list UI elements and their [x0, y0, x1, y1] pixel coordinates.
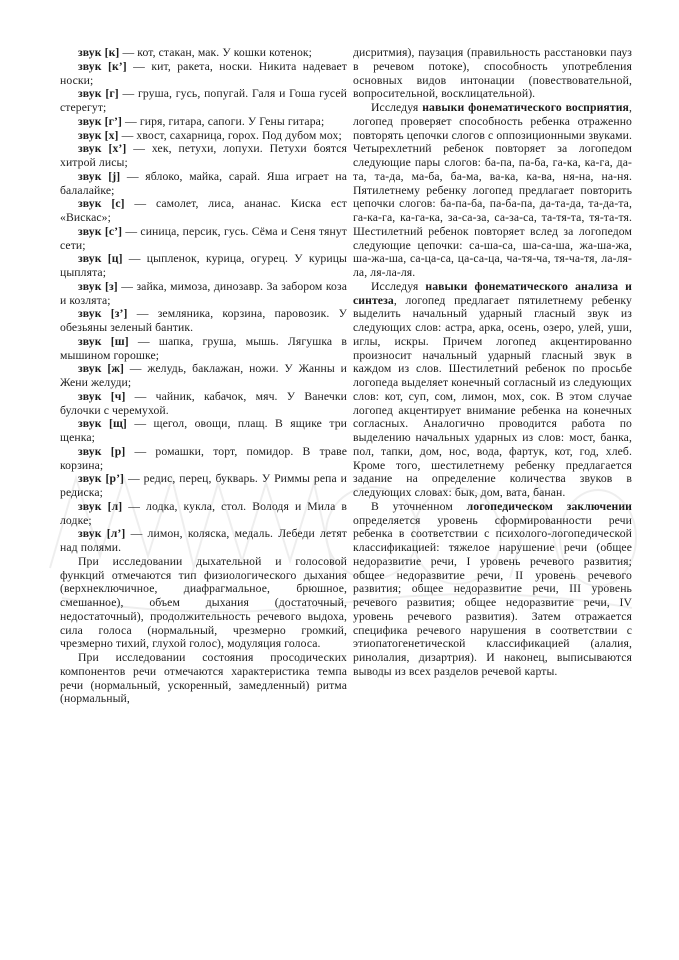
text-run: определяется уровень сформированности речи ребенка в соответствии с психолого-логопедической классификацией: тяжелое нарушение речи (общее недоразвитие речи, I уровень речевого развития; общее недоразвитие речи, II уровень речевого развития; общее недоразвитие речи, III уровень речевого развития; общее недоразвитие речи, IV уровень речевого развития). Затем отражается специфика речевого нарушения в соответствии с этиопатогенетической классификацией (алалия, ринолалия, дизартрия). И наконец, выписываются выводы из всех разделов речевой карты.: [353, 513, 632, 678]
text-run: — желудь, баклажан, ножи. У Жанны и Жени желуди;: [60, 362, 347, 389]
paragraph: [60, 225, 347, 253]
paragraph: [60, 280, 347, 308]
paragraph: [60, 307, 347, 335]
paragraph: [60, 129, 347, 143]
bold-text-run: логопедическом заключении: [466, 499, 632, 513]
paragraph: [60, 335, 347, 363]
bold-text-run: навыки фонематического восприятия: [422, 101, 629, 114]
text-run: — щегол, овощи, плащ. В ящике три щенка;: [60, 417, 348, 444]
bold-text-run: звук [с’]: [78, 224, 123, 238]
text-run: — хек, петухи, лопухи. Петухи боятся хитрой лисы;: [60, 142, 348, 169]
bold-text-run: звук [г’]: [78, 114, 122, 128]
bold-text-run: звук [р]: [78, 444, 126, 458]
text-run: — шапка, груша, мышь. Лягушка в мышином горошке;: [60, 334, 348, 362]
text-run: — лимон, коляска, медаль. Лебеди летят над полями.: [60, 527, 347, 554]
bold-text-run: звук [ц]: [78, 252, 123, 266]
text-run: , логопед предлагает пятилетнему ребенку выделить начальный ударный гласный звук из следующих слов: астра, арка, осень, озеро, улей, уши, иглы, искры. Причем логопед акцентированно произносит начальный ударный гласный звук в каждом из слов. Шестилетний ребенок по просьбе логопеда выделяет конечный согласный из следующих слов: кот, суп, сом, лимон, мох, сок. В этом случае логопед акцентирует внимание ребенка на конечных согласных. Аналогично проводится работа по выделению начальных ударных из слов: мост, банка, пол, тапки, дом, нос, вода, фартук, кот, год, хлеб. Кроме того, шестилетнему ребенку предлагается задание на определение количества звуков в следующих словах: бык, дом, вата, банан.: [353, 293, 632, 499]
bold-text-run: звук [к’]: [78, 59, 127, 73]
bold-text-run: навыки фонематического анализа и синтеза: [353, 279, 632, 307]
text-run: — ромашки, торт, помидор. В траве корзина;: [60, 444, 347, 472]
paragraph: [60, 115, 347, 129]
bold-text-run: звук [л]: [78, 499, 123, 513]
text-block: [60, 46, 632, 706]
paragraph: [60, 651, 347, 706]
paragraph: [353, 101, 632, 280]
paragraph: [60, 417, 347, 445]
paragraph: [60, 142, 347, 170]
text-run: — цыпленок, курица, огурец. У курицы цыплята;: [60, 252, 347, 279]
paragraph: [60, 362, 347, 390]
bold-text-run: звук [г]: [78, 87, 119, 101]
paragraph: [60, 555, 347, 651]
paragraph: [60, 252, 347, 280]
paragraph: [353, 500, 632, 679]
text-run: — лодка, кукла, стол. Володя и Мила в лодке;: [60, 499, 348, 527]
paragraph: [60, 472, 347, 500]
text-run: — чайник, кабачок, мяч. У Ванечки булочки с черемухой.: [60, 389, 347, 417]
paragraph: [60, 390, 347, 418]
text-run: При исследовании дыхательной и голосовой функций отмечаются тип физиологического дыхания (верхнеключичное, диафрагмальное, брюшное, смешанное), объем дыхания (достаточный, недостаточный), продолжительность речевого выдоха, сила голоса (нормальный, чрезмерно громкий, чрезмерно тихий, глухой голос), модуляция голоса.: [60, 554, 347, 651]
text-run: , логопед проверяет способность ребенка отраженно повторять цепочки слогов с оппозиционными звуками. Четырехлетний ребенок повторяет за логопедом следующие пары слогов: ба-па, па-ба, га-ка, ка-га, да-та, та-да, ма-ба, ба-ма, ва-ка, ка-ва, ня-на, на-ня. Пятилетнему ребенку логопед предлагает повторить цепочки слогов: ба-па-ба, па-ба-па, да-та-да, та-да-та, га-ка-га, ка-га-ка, за-са-за, са-за-са, та-тя-та, тя-та-тя. Шестилетний ребенок повторяет вслед за логопедом следующие цепочки: са-ша-са, ша-са-ша, жа-ша-жа, ша-жа-ша, са-ца-са, ца-са-ца, ча-тя-ча, тя-ча-тя, ла-ля-ла, ля-ла-ля.: [353, 101, 632, 279]
bold-text-run: звук [х]: [78, 128, 119, 142]
paragraph: [60, 197, 347, 225]
text-run: — земляника, корзина, паровозик. У обезьяны зеленый бантик.: [60, 307, 347, 334]
text-run: — хвост, сахарница, горох. Под дубом мох;: [118, 128, 342, 142]
paragraph: [60, 170, 347, 198]
text-run: — кот, стакан, мак. У кошки котенок;: [119, 46, 313, 59]
paragraph: [353, 280, 632, 500]
left-column: [60, 46, 347, 706]
text-run: В уточненном: [371, 499, 467, 513]
text-run: — зайка, мимоза, динозавр. За забором коза и козлята;: [60, 279, 347, 307]
text-run: — синица, персик, гусь. Сёма и Сеня тянут сети;: [60, 224, 347, 252]
paragraph: [60, 527, 347, 555]
bold-text-run: звук [j]: [78, 169, 121, 183]
paragraph: [60, 87, 347, 115]
bold-text-run: звук [з]: [78, 279, 118, 293]
bold-text-run: звук [ш]: [78, 334, 129, 348]
text-run: — груша, гусь, попугай. Галя и Гоша гусей стерегут;: [60, 87, 347, 114]
text-run: Исследуя: [371, 101, 423, 114]
bold-text-run: звук [с]: [78, 197, 125, 211]
paragraph: [353, 46, 632, 101]
text-run: — редис, перец, букварь. У Риммы репа и редиска;: [60, 472, 347, 499]
bold-text-run: звук [к]: [78, 46, 120, 59]
bold-text-run: звук [щ]: [78, 417, 127, 431]
bold-text-run: звук [л’]: [78, 527, 126, 541]
paragraph: [60, 445, 347, 473]
text-run: — гиря, гитара, сапоги. У Гены гитара;: [122, 114, 325, 128]
text-run: Исследуя: [371, 279, 426, 293]
right-column: [353, 46, 632, 706]
text-run: — кит, ракета, носки. Никита надевает носки;: [60, 59, 347, 87]
text-run: — самолет, лиса, ананас. Киска ест «Вискас»;: [60, 197, 347, 224]
bold-text-run: звук [х’]: [78, 142, 127, 156]
bold-text-run: звук [р’]: [78, 472, 125, 486]
bold-text-run: звук [ж]: [78, 362, 124, 376]
bold-text-run: звук [ч]: [78, 389, 126, 403]
text-run: дисритмия), паузация (правильность расстановки пауз в речевом потоке), способность употребления основных видов интонации (повествовательной, вопросительной, восклицательной).: [353, 46, 632, 101]
bold-text-run: звук [з’]: [78, 307, 128, 321]
paragraph: [60, 60, 347, 88]
paragraph: [60, 500, 347, 528]
text-run: — яблоко, майка, сарай. Яша играет на балалайке;: [60, 169, 347, 197]
paragraph: [60, 46, 347, 60]
text-run: При исследовании состояния просодических компонентов речи отмечаются характеристика темпа речи (нормальный, ускоренный, замедленный) ритма (нормальный,: [60, 651, 347, 706]
